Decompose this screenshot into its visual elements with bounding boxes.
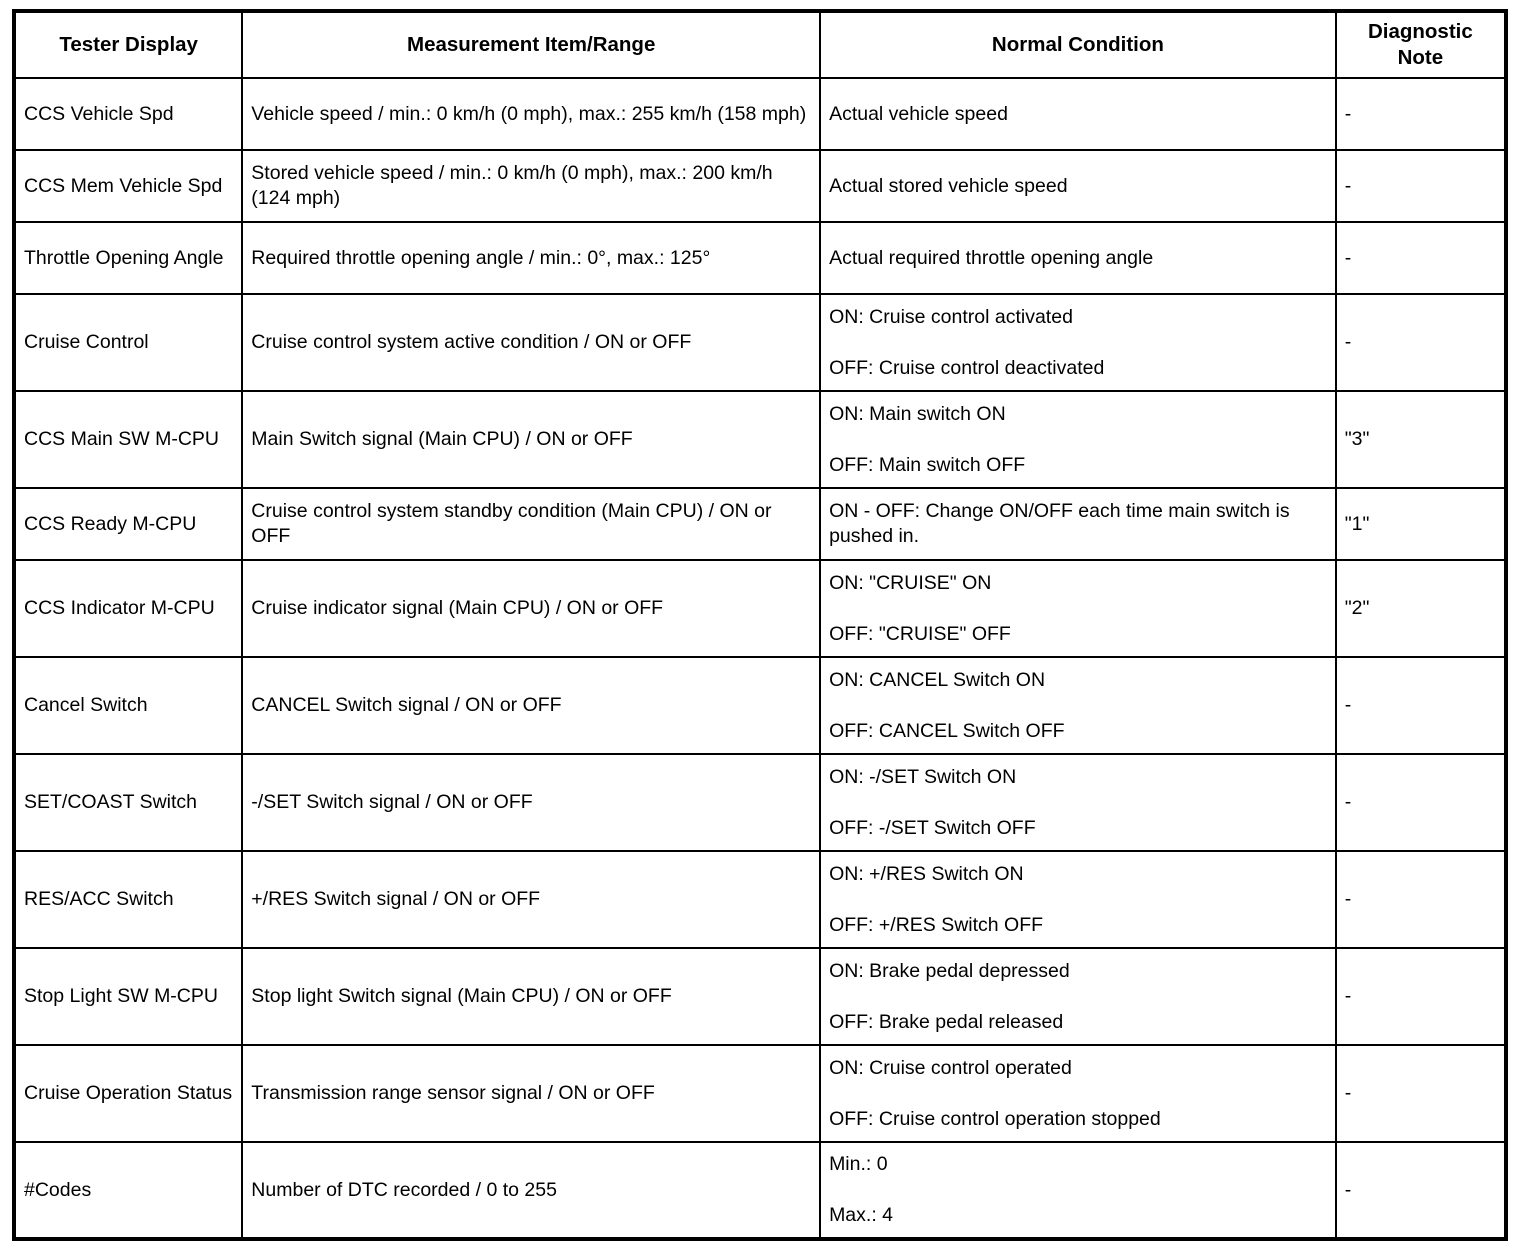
normal-condition-line: OFF: Brake pedal released [829, 1010, 1064, 1033]
table-row [14, 948, 1506, 1045]
measurement-cell: Number of DTC recorded / 0 to 255 [242, 1142, 820, 1239]
header-diagnostic-note: Diagnostic Note [1336, 11, 1506, 78]
normal-condition-line: OFF: CANCEL Switch OFF [829, 719, 1065, 742]
table-row [14, 1045, 1506, 1142]
header-normal-condition: Normal Condition [820, 11, 1336, 78]
normal-condition-line: OFF: Cruise control deactivated [829, 356, 1105, 379]
header-measurement-item-range: Measurement Item/Range [242, 11, 820, 78]
header-tester-display: Tester Display [14, 11, 242, 78]
diagnostic-note-cell: - [1336, 150, 1506, 222]
table-row [14, 851, 1506, 948]
diagnostic-note-cell: - [1336, 948, 1506, 1045]
normal-condition-line: ON: Brake pedal depressed [829, 959, 1070, 982]
normal-condition-cell [820, 391, 1336, 488]
diagnostic-note-cell: - [1336, 851, 1506, 948]
tester-display-cell: #Codes [14, 1142, 242, 1239]
measurement-cell: -/SET Switch signal / ON or OFF [242, 754, 820, 851]
tester-display-cell: CCS Mem Vehicle Spd [14, 150, 242, 222]
normal-condition-cell [820, 560, 1336, 657]
tester-display-cell: RES/ACC Switch [14, 851, 242, 948]
normal-condition-cell [820, 488, 1336, 560]
diagnostic-data-table [12, 9, 1508, 1241]
tester-display-cell: SET/COAST Switch [14, 754, 242, 851]
normal-condition-line: ON: Main switch ON [829, 402, 1006, 425]
table-body [14, 78, 1506, 1239]
measurement-cell: Stop light Switch signal (Main CPU) / ON or OFF [242, 948, 820, 1045]
table-row [14, 1142, 1506, 1239]
tester-display-cell: CCS Main SW M-CPU [14, 391, 242, 488]
table-row [14, 657, 1506, 754]
normal-condition-line: Actual stored vehicle speed [829, 174, 1068, 197]
diagnostic-note-cell: - [1336, 1142, 1506, 1239]
tester-display-cell: Cruise Operation Status [14, 1045, 242, 1142]
normal-condition-line: ON - OFF: Change ON/OFF each time main switch is pushed in. [829, 500, 1290, 547]
tester-display-cell: CCS Ready M-CPU [14, 488, 242, 560]
table-header-row [14, 11, 1506, 78]
tester-display-cell: CCS Indicator M-CPU [14, 560, 242, 657]
normal-condition-cell [820, 948, 1336, 1045]
normal-condition-cell [820, 222, 1336, 294]
normal-condition-cell [820, 78, 1336, 150]
table-row [14, 150, 1506, 222]
normal-condition-line: OFF: -/SET Switch OFF [829, 816, 1036, 839]
diagnostic-note-cell: - [1336, 78, 1506, 150]
tester-display-cell: Cancel Switch [14, 657, 242, 754]
measurement-cell: Vehicle speed / min.: 0 km/h (0 mph), max.: 255 km/h (158 mph) [242, 78, 820, 150]
normal-condition-line: ON: "CRUISE" ON [829, 571, 992, 594]
normal-condition-line: OFF: +/RES Switch OFF [829, 913, 1044, 936]
normal-condition-cell [820, 754, 1336, 851]
table-row [14, 294, 1506, 391]
table-row [14, 488, 1506, 560]
diagnostic-note-cell: - [1336, 222, 1506, 294]
diagnostic-note-cell: - [1336, 657, 1506, 754]
diagnostic-note-cell: "2" [1336, 560, 1506, 657]
table-row [14, 222, 1506, 294]
normal-condition-line: ON: +/RES Switch ON [829, 862, 1024, 885]
normal-condition-line: Max.: 4 [829, 1204, 893, 1226]
tester-display-cell: Stop Light SW M-CPU [14, 948, 242, 1045]
normal-condition-cell [820, 150, 1336, 222]
normal-condition-line: ON: CANCEL Switch ON [829, 668, 1046, 691]
measurement-cell: CANCEL Switch signal / ON or OFF [242, 657, 820, 754]
normal-condition-line: OFF: Cruise control operation stopped [829, 1107, 1161, 1130]
measurement-cell: Cruise control system active condition / ON or OFF [242, 294, 820, 391]
measurement-cell: Cruise control system standby condition (Main CPU) / ON or OFF [242, 488, 820, 560]
normal-condition-line: ON: Cruise control operated [829, 1056, 1072, 1079]
measurement-cell: Transmission range sensor signal / ON or OFF [242, 1045, 820, 1142]
diagnostic-note-cell: "1" [1336, 488, 1506, 560]
table-row [14, 754, 1506, 851]
normal-condition-cell [820, 657, 1336, 754]
table-row [14, 78, 1506, 150]
normal-condition-line: OFF: "CRUISE" OFF [829, 622, 1011, 645]
normal-condition-cell [820, 851, 1336, 948]
normal-condition-cell [820, 1142, 1336, 1239]
measurement-cell: Required throttle opening angle / min.: 0°, max.: 125° [242, 222, 820, 294]
diagnostic-note-cell: - [1336, 294, 1506, 391]
table-row [14, 560, 1506, 657]
measurement-cell: +/RES Switch signal / ON or OFF [242, 851, 820, 948]
measurement-cell: Cruise indicator signal (Main CPU) / ON or OFF [242, 560, 820, 657]
tester-display-cell: CCS Vehicle Spd [14, 78, 242, 150]
normal-condition-line: OFF: Main switch OFF [829, 453, 1026, 476]
normal-condition-cell [820, 294, 1336, 391]
diagnostic-note-cell: - [1336, 754, 1506, 851]
table-row [14, 391, 1506, 488]
normal-condition-cell [820, 1045, 1336, 1142]
normal-condition-line: Actual required throttle opening angle [829, 246, 1154, 269]
normal-condition-line: ON: Cruise control activated [829, 305, 1073, 328]
measurement-cell: Main Switch signal (Main CPU) / ON or OFF [242, 391, 820, 488]
normal-condition-line: Min.: 0 [829, 1153, 888, 1176]
measurement-cell: Stored vehicle speed / min.: 0 km/h (0 mph), max.: 200 km/h (124 mph) [242, 150, 820, 222]
diagnostic-note-cell: "3" [1336, 391, 1506, 488]
tester-display-cell: Cruise Control [14, 294, 242, 391]
tester-display-cell: Throttle Opening Angle [14, 222, 242, 294]
normal-condition-line: ON: -/SET Switch ON [829, 765, 1017, 788]
diagnostic-note-cell: - [1336, 1045, 1506, 1142]
normal-condition-line: Actual vehicle speed [829, 102, 1008, 125]
